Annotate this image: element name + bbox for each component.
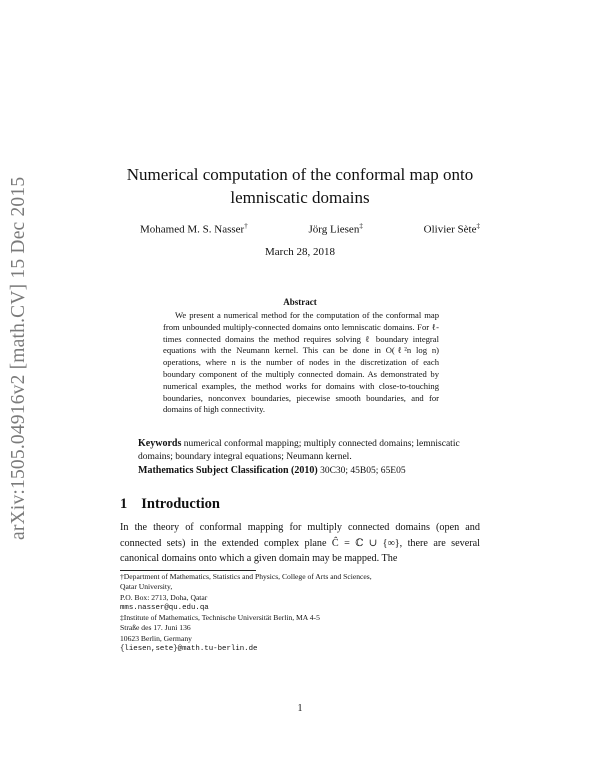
keywords-block	[138, 437, 474, 478]
intro-paragraph: In the theory of conformal mapping for multiply connected domains (open and connected sets) in the extended complex plane Ĉ = ℂ ∪ {∞}, there are several canonical domains onto which a given domain may be mapped. The	[120, 522, 480, 565]
footnote-email-2[interactable]: {liesen,sete}@math.tu-berlin.de	[120, 645, 258, 654]
footnote-email-1[interactable]: mms.nasser@qu.edu.qa	[120, 603, 209, 612]
msc-label: Mathematics Subject Classification (2010)	[138, 465, 318, 476]
footnote-address-1: P.O. Box: 2713, Doha, Qatar	[120, 592, 208, 602]
abstract-body	[163, 310, 439, 416]
footnote-affiliation-2: ‡Institute of Mathematics, Technische Universität Berlin, MA 4-5	[120, 613, 320, 623]
msc-line	[138, 464, 474, 478]
introduction-text	[120, 520, 480, 567]
keywords-label: Keywords	[138, 438, 182, 449]
author-nasser: Mohamed M. S. Nasser†	[140, 222, 248, 236]
msc-text: 30C30; 45B05; 65E05	[317, 466, 406, 476]
keywords-line	[138, 437, 474, 464]
footnote-divider	[120, 570, 256, 571]
section-number: 1	[120, 496, 128, 512]
footnote-affiliation-1-cont: Qatar University,	[120, 582, 173, 592]
footnote-city-2: 10623 Berlin, Germany	[120, 633, 192, 643]
author-liesen: Jörg Liesen‡	[308, 222, 363, 236]
footnotes	[120, 572, 480, 654]
paper-date: March 28, 2018	[265, 246, 335, 258]
page-number: 1	[297, 703, 303, 714]
keywords-text: numerical conformal mapping; multiply connected domains; lemniscatic domains; boundary integral equations; Neumann kernel.	[138, 439, 460, 462]
abstract-text: We present a numerical method for the computation of the conformal map from unbounded multiply-connected domains onto lemniscatic domains. For ℓ-times connected domains the method requires solving ℓ boundary integral equations with the Neumann kernel. This can be done in O(ℓ²n log n) operations, where n is the number of nodes in the discretization of each boundary component of the multiply connected domain. As demonstrated by numerical examples, the method works for domains with close-to-touching boundaries, nonconvex boundaries, piecewise smooth boundaries, and for domains of high connectivity.	[163, 310, 439, 415]
paper-title	[100, 163, 500, 209]
footnote-address-2: Straße des 17. Juni 136	[120, 623, 191, 633]
section-title: Introduction	[141, 496, 220, 512]
arxiv-identifier-stamp[interactable]: arXiv:1505.04916v2 [math.CV] 15 Dec 2015	[8, 176, 29, 540]
title-line-2: lemniscatic domains	[230, 188, 370, 207]
section-heading	[120, 496, 220, 513]
title-line-1: Numerical computation of the conformal map onto	[126, 165, 474, 184]
author-list	[140, 222, 480, 236]
abstract-heading: Abstract	[283, 297, 317, 307]
author-sete: Olivier Sète‡	[423, 222, 480, 236]
footnote-affiliation-1: †Department of Mathematics, Statistics and Physics, College of Arts and Sciences,	[120, 572, 372, 581]
